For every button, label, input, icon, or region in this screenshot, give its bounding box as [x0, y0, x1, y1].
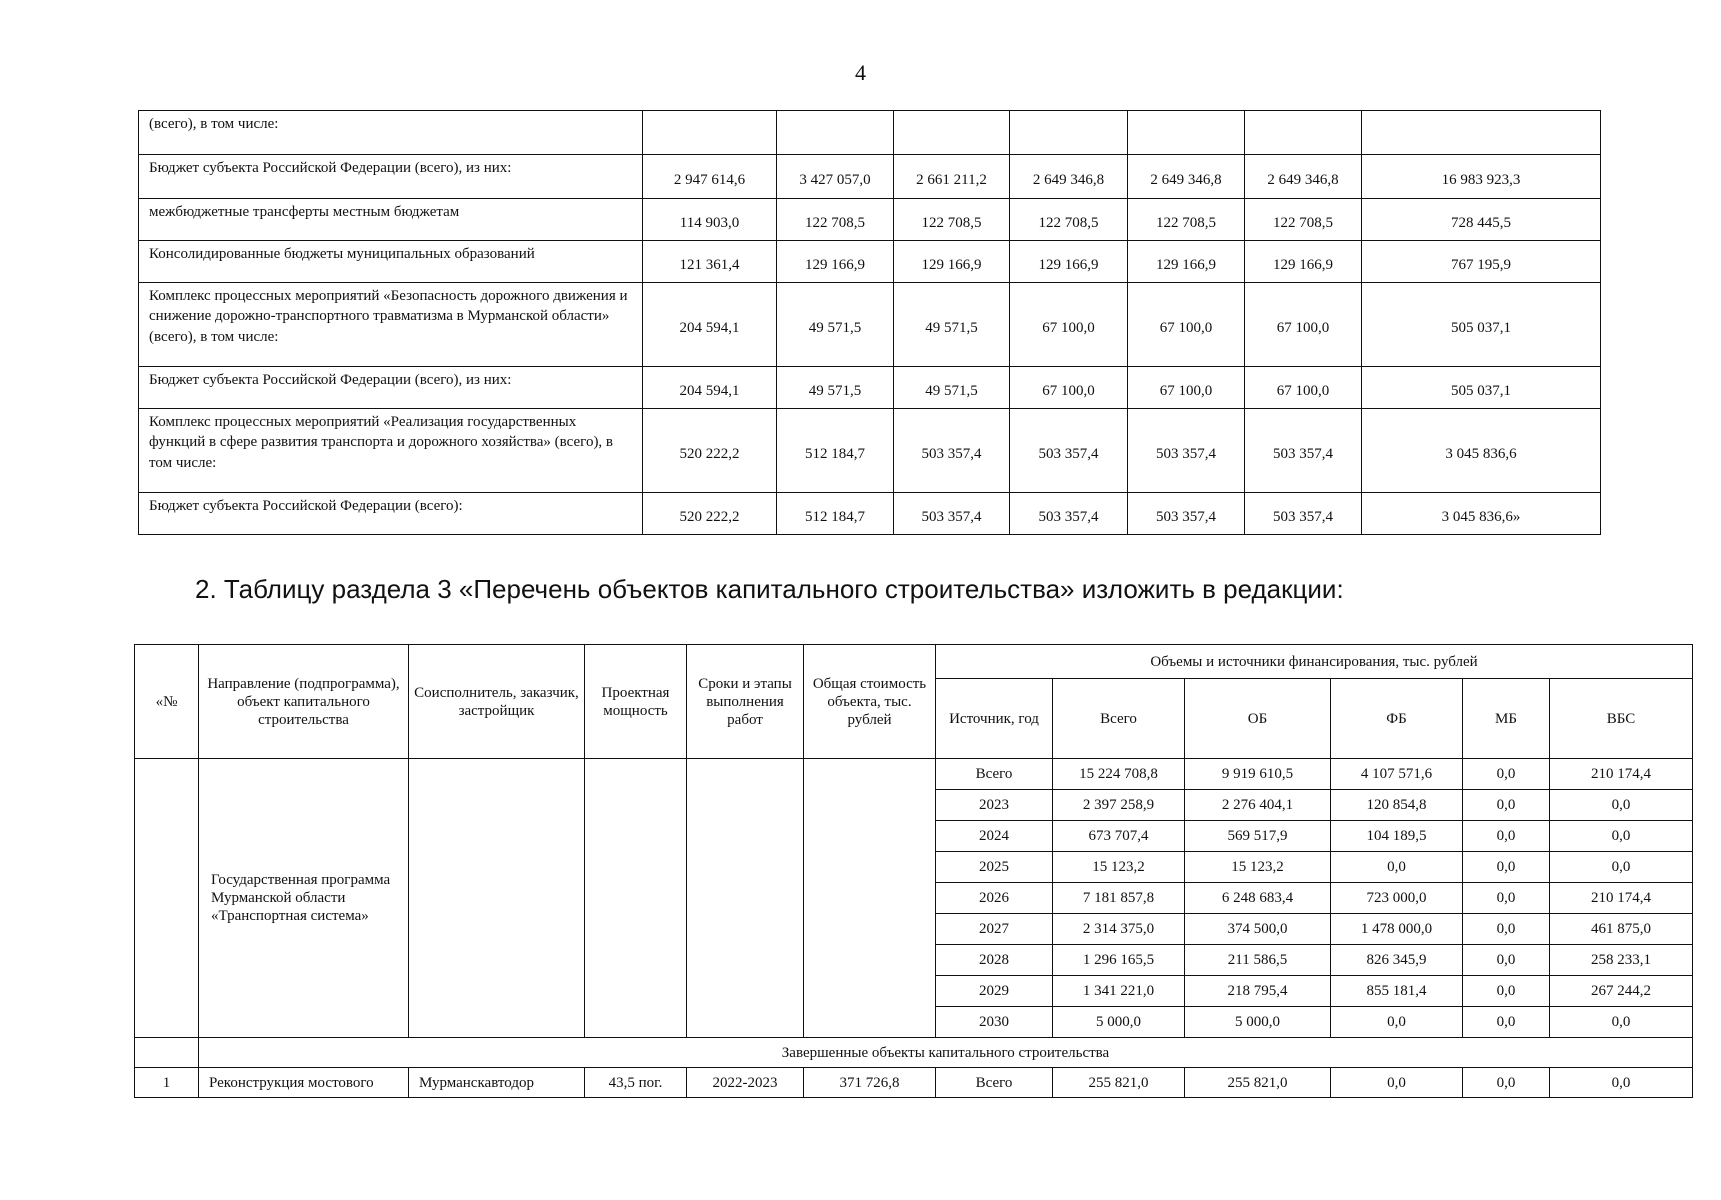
- row-label: межбюджетные трансферты местным бюджетам: [139, 199, 643, 241]
- value-cell: 204 594,1: [643, 367, 777, 409]
- object-ob-cell: 255 821,0: [1185, 1068, 1331, 1098]
- vbs-cell: 0,0: [1550, 790, 1693, 821]
- source-cell: Всего: [936, 759, 1053, 790]
- vbs-cell: 210 174,4: [1550, 759, 1693, 790]
- object-num-cell: 1: [135, 1068, 199, 1098]
- vbs-cell: 258 233,1: [1550, 945, 1693, 976]
- value-cell: 512 184,7: [777, 493, 894, 535]
- object-direction-cell: Реконструкция мостового: [199, 1068, 409, 1098]
- ob-cell: 2 276 404,1: [1185, 790, 1331, 821]
- value-cell: 520 222,2: [643, 409, 777, 493]
- table-row: [139, 241, 1601, 283]
- source-cell: 2028: [936, 945, 1053, 976]
- vbs-cell: 0,0: [1550, 852, 1693, 883]
- total-cell: 1 341 221,0: [1053, 976, 1185, 1007]
- total-cell: 1 296 165,5: [1053, 945, 1185, 976]
- value-cell: 505 037,1: [1362, 367, 1601, 409]
- table-row: [135, 759, 1693, 790]
- object-mb-cell: 0,0: [1463, 1068, 1550, 1098]
- total-cell: 15 123,2: [1053, 852, 1185, 883]
- value-cell: 503 357,4: [894, 493, 1010, 535]
- value-cell: 67 100,0: [1245, 367, 1362, 409]
- value-cell: 67 100,0: [1128, 367, 1245, 409]
- executor-cell: [409, 759, 585, 1038]
- source-cell: 2024: [936, 821, 1053, 852]
- ob-cell: 218 795,4: [1185, 976, 1331, 1007]
- table-row: [139, 155, 1601, 199]
- capital-construction-table: [134, 644, 1693, 1098]
- capacity-cell: [585, 759, 687, 1038]
- ob-cell: 15 123,2: [1185, 852, 1331, 883]
- value-cell: 2 649 346,8: [1245, 155, 1362, 199]
- value-cell: 129 166,9: [1128, 241, 1245, 283]
- mb-cell: 0,0: [1463, 821, 1550, 852]
- value-cell: 122 708,5: [894, 199, 1010, 241]
- value-cell: 503 357,4: [1128, 409, 1245, 493]
- mb-cell: 0,0: [1463, 976, 1550, 1007]
- ob-cell: 6 248 683,4: [1185, 883, 1331, 914]
- value-cell: 114 903,0: [643, 199, 777, 241]
- value-cell: 503 357,4: [894, 409, 1010, 493]
- header-ob: ОБ: [1185, 679, 1331, 759]
- table-row: [139, 199, 1601, 241]
- ob-cell: 374 500,0: [1185, 914, 1331, 945]
- header-vbs: ВБС: [1550, 679, 1693, 759]
- value-cell: 49 571,5: [777, 367, 894, 409]
- header-total: Всего: [1053, 679, 1185, 759]
- value-cell: 512 184,7: [777, 409, 894, 493]
- value-cell: 122 708,5: [1010, 199, 1128, 241]
- source-cell: 2027: [936, 914, 1053, 945]
- ob-cell: 211 586,5: [1185, 945, 1331, 976]
- source-cell: 2026: [936, 883, 1053, 914]
- value-cell: [1010, 111, 1128, 155]
- object-row: [135, 1068, 1693, 1098]
- terms-cell: [687, 759, 804, 1038]
- fb-cell: 855 181,4: [1331, 976, 1463, 1007]
- header-terms: Сроки и этапы выполнения работ: [687, 645, 804, 759]
- value-cell: 129 166,9: [777, 241, 894, 283]
- value-cell: [894, 111, 1010, 155]
- mb-cell: 0,0: [1463, 883, 1550, 914]
- value-cell: 520 222,2: [643, 493, 777, 535]
- value-cell: 122 708,5: [1245, 199, 1362, 241]
- table-row: [139, 111, 1601, 155]
- row-label: (всего), в том числе:: [139, 111, 643, 155]
- budget-table: [138, 110, 1601, 535]
- header-funding-group: Объемы и источники финансирования, тыс. рублей: [936, 645, 1693, 679]
- header-direction: Направление (подпрограмма), объект капитального строительства: [199, 645, 409, 759]
- header-fb: ФБ: [1331, 679, 1463, 759]
- section-num-cell: [135, 1038, 199, 1068]
- value-cell: 503 357,4: [1010, 409, 1128, 493]
- value-cell: 49 571,5: [777, 283, 894, 367]
- value-cell: 505 037,1: [1362, 283, 1601, 367]
- value-cell: 503 357,4: [1128, 493, 1245, 535]
- object-capacity-cell: 43,5 пог.: [585, 1068, 687, 1098]
- value-cell: [1362, 111, 1601, 155]
- value-cell: 67 100,0: [1128, 283, 1245, 367]
- object-vbs-cell: 0,0: [1550, 1068, 1693, 1098]
- value-cell: 2 661 211,2: [894, 155, 1010, 199]
- table-row: [139, 283, 1601, 367]
- object-cost-cell: 371 726,8: [804, 1068, 936, 1098]
- value-cell: 728 445,5: [1362, 199, 1601, 241]
- header-mb: МБ: [1463, 679, 1550, 759]
- value-cell: 49 571,5: [894, 283, 1010, 367]
- fb-cell: 0,0: [1331, 852, 1463, 883]
- mb-cell: 0,0: [1463, 945, 1550, 976]
- fb-cell: 826 345,9: [1331, 945, 1463, 976]
- value-cell: 204 594,1: [643, 283, 777, 367]
- header-num: «№: [135, 645, 199, 759]
- fb-cell: 104 189,5: [1331, 821, 1463, 852]
- ob-cell: 569 517,9: [1185, 821, 1331, 852]
- total-cell: 2 314 375,0: [1053, 914, 1185, 945]
- value-cell: 767 195,9: [1362, 241, 1601, 283]
- value-cell: 122 708,5: [777, 199, 894, 241]
- fb-cell: 723 000,0: [1331, 883, 1463, 914]
- header-cost: Общая стоимость объекта, тыс. рублей: [804, 645, 936, 759]
- total-cell: 2 397 258,9: [1053, 790, 1185, 821]
- ob-cell: 5 000,0: [1185, 1007, 1331, 1038]
- total-cell: 7 181 857,8: [1053, 883, 1185, 914]
- header-source: Источник, год: [936, 679, 1053, 759]
- ob-cell: 9 919 610,5: [1185, 759, 1331, 790]
- mb-cell: 0,0: [1463, 759, 1550, 790]
- program-num-cell: [135, 759, 199, 1038]
- table-row: [139, 409, 1601, 493]
- page-number: 4: [855, 60, 866, 85]
- source-cell: 2025: [936, 852, 1053, 883]
- value-cell: 129 166,9: [1010, 241, 1128, 283]
- source-cell: 2023: [936, 790, 1053, 821]
- value-cell: 2 947 614,6: [643, 155, 777, 199]
- row-label: Бюджет субъекта Российской Федерации (всего), из них:: [139, 367, 643, 409]
- fb-cell: 120 854,8: [1331, 790, 1463, 821]
- total-cell: 673 707,4: [1053, 821, 1185, 852]
- value-cell: 129 166,9: [1245, 241, 1362, 283]
- vbs-cell: 461 875,0: [1550, 914, 1693, 945]
- value-cell: 121 361,4: [643, 241, 777, 283]
- row-label: Консолидированные бюджеты муниципальных образований: [139, 241, 643, 283]
- fb-cell: 1 478 000,0: [1331, 914, 1463, 945]
- program-name-cell: Государственная программа Мурманской области «Транспортная система»: [199, 759, 409, 1038]
- source-cell: 2029: [936, 976, 1053, 1007]
- mb-cell: 0,0: [1463, 790, 1550, 821]
- value-cell: 16 983 923,3: [1362, 155, 1601, 199]
- value-cell: 503 357,4: [1245, 409, 1362, 493]
- header-capacity: Проектная мощность: [585, 645, 687, 759]
- total-cell: 5 000,0: [1053, 1007, 1185, 1038]
- value-cell: 3 045 836,6»: [1362, 493, 1601, 535]
- object-total-cell: 255 821,0: [1053, 1068, 1185, 1098]
- vbs-cell: 0,0: [1550, 1007, 1693, 1038]
- row-label: Комплекс процессных мероприятий «Реализация государственных функций в сфере развития транспорта и дорожного хозяйства» (всего), в том числе:: [139, 409, 643, 493]
- mb-cell: 0,0: [1463, 852, 1550, 883]
- vbs-cell: 267 244,2: [1550, 976, 1693, 1007]
- value-cell: [1245, 111, 1362, 155]
- object-terms-cell: 2022-2023: [687, 1068, 804, 1098]
- object-fb-cell: 0,0: [1331, 1068, 1463, 1098]
- value-cell: 2 649 346,8: [1128, 155, 1245, 199]
- value-cell: 503 357,4: [1245, 493, 1362, 535]
- value-cell: 49 571,5: [894, 367, 1010, 409]
- row-label: Бюджет субъекта Российской Федерации (всего), из них:: [139, 155, 643, 199]
- value-cell: 67 100,0: [1245, 283, 1362, 367]
- value-cell: [777, 111, 894, 155]
- row-label: Бюджет субъекта Российской Федерации (всего):: [139, 493, 643, 535]
- value-cell: 129 166,9: [894, 241, 1010, 283]
- source-cell: 2030: [936, 1007, 1053, 1038]
- value-cell: [643, 111, 777, 155]
- fb-cell: 4 107 571,6: [1331, 759, 1463, 790]
- value-cell: 2 649 346,8: [1010, 155, 1128, 199]
- object-source-cell: Всего: [936, 1068, 1053, 1098]
- value-cell: 122 708,5: [1128, 199, 1245, 241]
- table-row: [139, 367, 1601, 409]
- object-executor-cell: Мурманскавтодор: [409, 1068, 585, 1098]
- row-label: Комплекс процессных мероприятий «Безопасность дорожного движения и снижение дорожно-транспортного травматизма в Мурманской области» (всего), в том числе:: [139, 283, 643, 367]
- value-cell: 67 100,0: [1010, 283, 1128, 367]
- mb-cell: 0,0: [1463, 1007, 1550, 1038]
- value-cell: 67 100,0: [1010, 367, 1128, 409]
- value-cell: 3 427 057,0: [777, 155, 894, 199]
- cost-cell: [804, 759, 936, 1038]
- value-cell: 3 045 836,6: [1362, 409, 1601, 493]
- fb-cell: 0,0: [1331, 1007, 1463, 1038]
- section-title: Завершенные объекты капитального строительства: [199, 1038, 1693, 1068]
- section-row: [135, 1038, 1693, 1068]
- header-executor: Соисполнитель, заказчик, застройщик: [409, 645, 585, 759]
- total-cell: 15 224 708,8: [1053, 759, 1185, 790]
- section-heading: 2. Таблицу раздела 3 «Перечень объектов капитального строительства» изложить в редакции:: [195, 574, 1344, 604]
- vbs-cell: 210 174,4: [1550, 883, 1693, 914]
- table-row: [139, 493, 1601, 535]
- value-cell: [1128, 111, 1245, 155]
- vbs-cell: 0,0: [1550, 821, 1693, 852]
- value-cell: 503 357,4: [1010, 493, 1128, 535]
- mb-cell: 0,0: [1463, 914, 1550, 945]
